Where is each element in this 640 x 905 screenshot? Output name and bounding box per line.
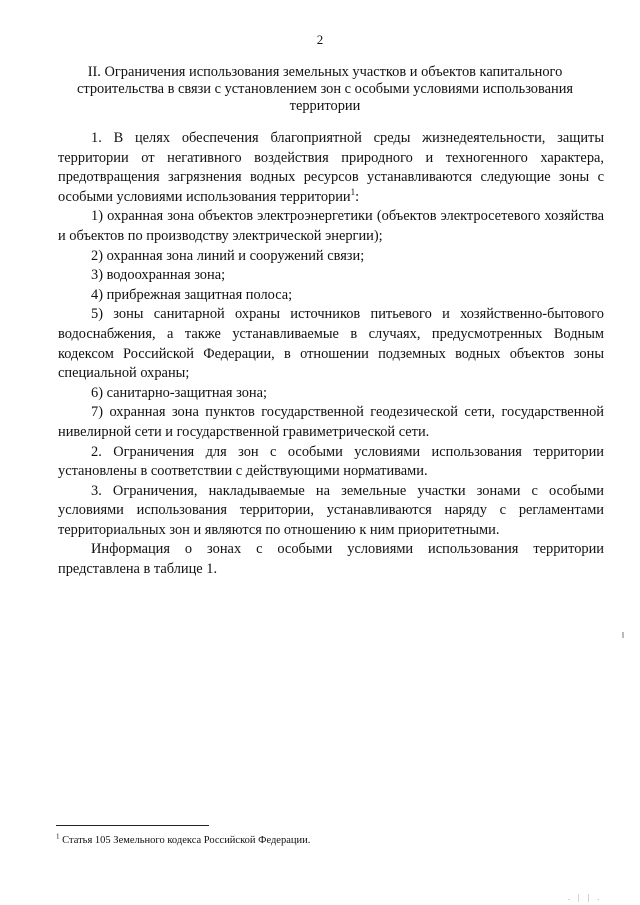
body-text: [58, 129, 604, 580]
scan-artifact-right: [622, 632, 624, 638]
footnote-marker: 1: [56, 832, 60, 841]
list-item-3: 3) водоохранная зона;: [91, 267, 226, 284]
page-number: 2: [316, 32, 324, 47]
section-title: II. Ограничения использования земельных участков и объектов капитального строительства в связи с установлением зон с особыми условиями использования территории: [76, 64, 574, 114]
list-item-4: 4) прибрежная защитная полоса;: [91, 286, 293, 303]
footnote-reference[interactable]: 1: [350, 186, 356, 197]
paragraph-1: 1. В целях обеспечения благоприятной среды жизнедеятельности, защиты территории от негативного воздействия природного и техногенного характера, предотвращения загрязнения водных ресурсов устанавливаются следующие зоны с особыми условиями использования территории$^1$:: [58, 130, 604, 205]
footnote-text: Статья 105 Земельного кодекса Российской Федерации.: [59, 835, 311, 846]
list-item-2: 2) охранная зона линий и сооружений связи;: [91, 247, 365, 264]
paragraph-3: 3. Ограничения, накладываемые на земельные участки зонами с особыми условиями использования территории, устанавливаются наряду с регламентами территориальных зон и являются по отношению к ним приоритетными.: [58, 482, 604, 538]
list-item-1: 1) охранная зона объектов электроэнергетики (объектов электросетевого хозяйства и объектов по производству электрической энергии);: [58, 208, 604, 244]
scan-artifact-bottom: . | | .: [568, 893, 603, 902]
paragraph-2: 2. Ограничения для зон с особыми условиями использования территории установлены в соответствии с действующими нормативами.: [58, 443, 604, 480]
footnote: [56, 834, 310, 847]
list-item-5: 5) зоны санитарной охраны источников питьевого и хозяйственно-бытового водоснабжения, а также устанавливаемые в случаях, предусмотренных Водным кодексом Российской Федерации, в отношении подземных водных объектов зоны специальной охраны;: [58, 306, 604, 382]
list-item-7: 7) охранная зона пунктов государственной геодезической сети, государственной нивелирной сети и государственной гравиметрической сети.: [58, 404, 604, 440]
paragraph-4: Информация о зонах с особыми условиями использования территории представлена в таблице 1.: [58, 541, 604, 578]
footnote-divider: [56, 825, 209, 826]
list-item-6: 6) санитарно-защитная зона;: [91, 384, 268, 401]
